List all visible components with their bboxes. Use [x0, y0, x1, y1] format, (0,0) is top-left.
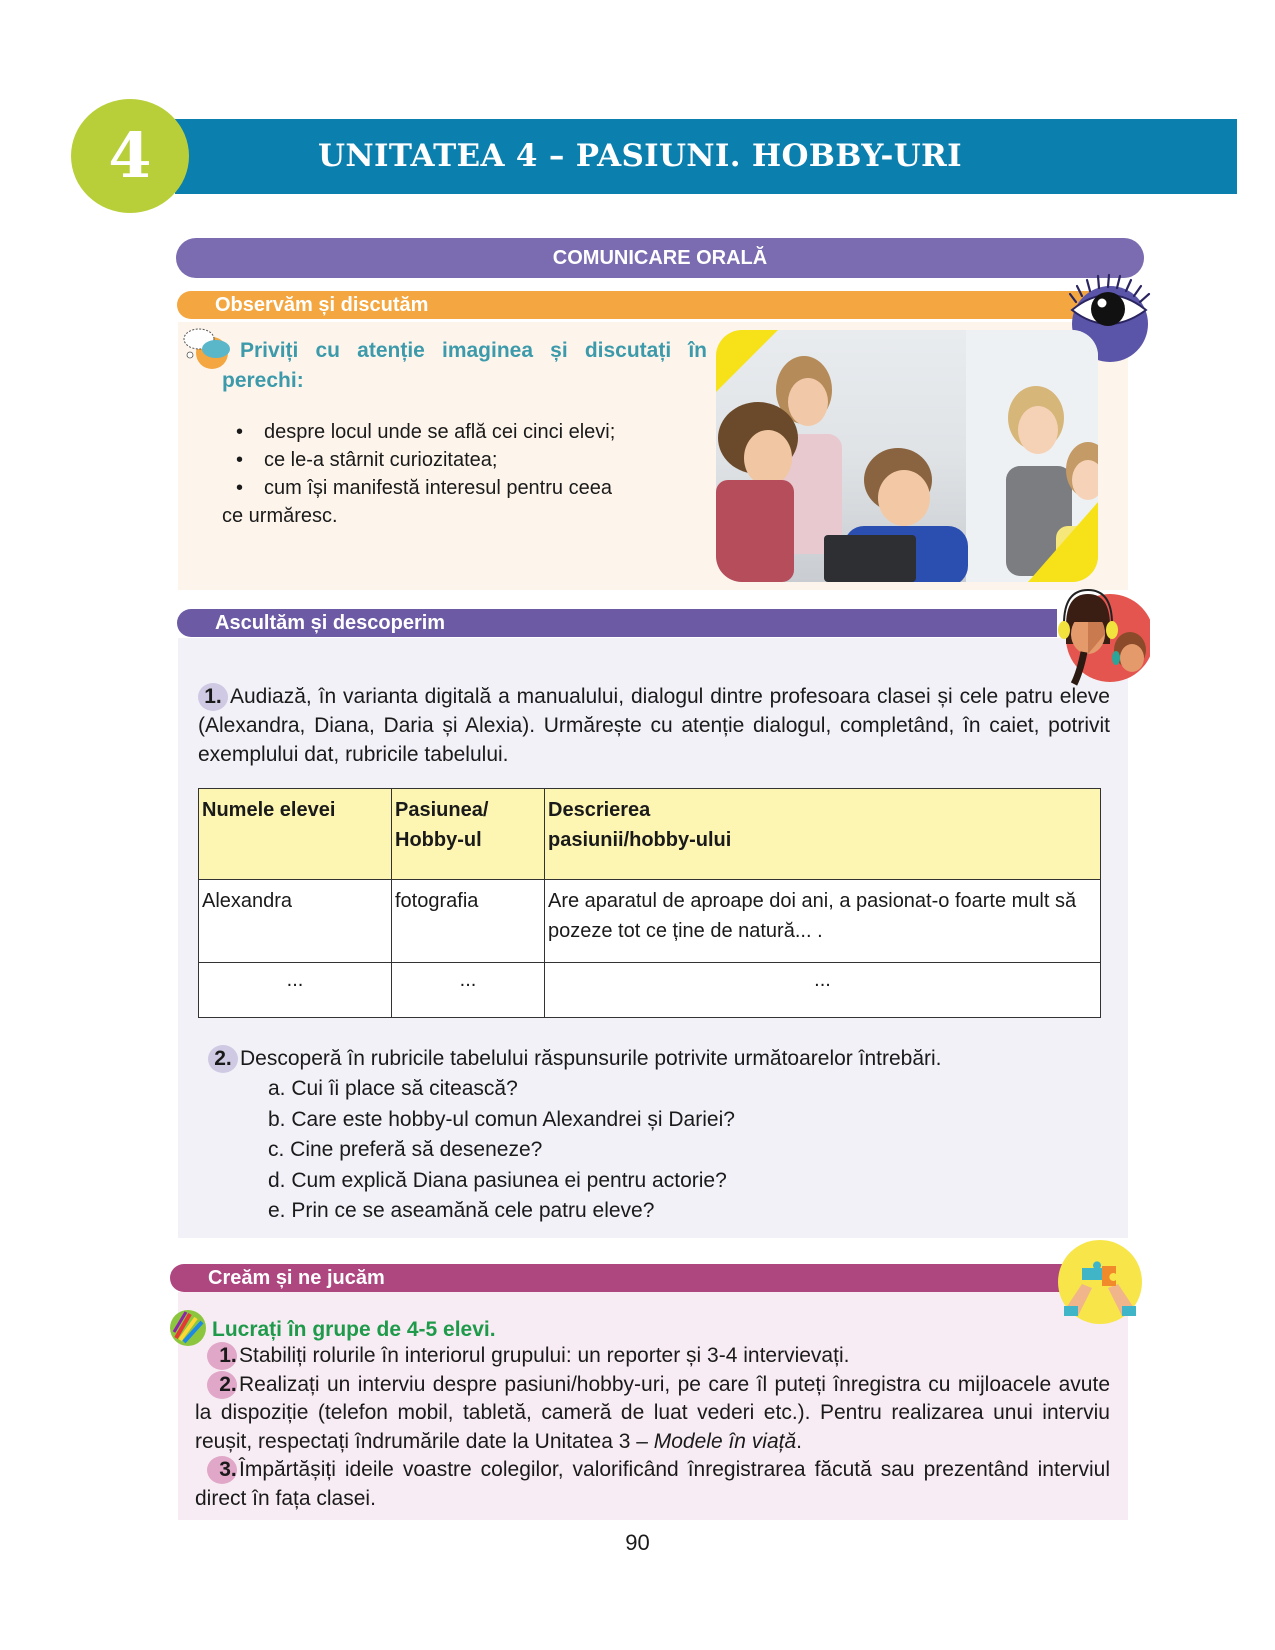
header-text: pasiunii/hobby-ului — [548, 829, 732, 851]
bullet-item: • ce le-a stârnit curiozitatea; — [222, 446, 707, 474]
table-row — [199, 963, 1101, 1018]
headphones-kids-icon — [1040, 586, 1150, 686]
header-text: Numele elevei — [202, 799, 336, 821]
observe-bullet-list — [222, 418, 707, 530]
table-header-row — [199, 789, 1101, 880]
listen-heading: Ascultăm și descoperim — [177, 609, 1057, 637]
header-text: Pasiunea/ — [395, 799, 489, 821]
exercise-2 — [208, 1044, 1108, 1074]
table-cell: Alexandra — [199, 880, 392, 963]
question-item: e. Prin ce se aseamănă cele patru eleve? — [268, 1199, 655, 1222]
observe-heading: Observăm și discutăm — [177, 291, 1092, 319]
table-cell: fotografia — [392, 880, 545, 963]
create-item-text: Împărtășiți ideile voastre colegilor, valorificând înregistrarea făcută sau prezentând interviul direct în fața clasei. — [195, 1458, 1110, 1510]
create-item — [195, 1371, 1110, 1457]
exercise-number-badge: 1. — [198, 683, 228, 711]
unit-title: UNITATEA 4 – PASIUNI. HOBBY-URI — [318, 138, 962, 174]
table-cell: ... — [545, 963, 1101, 1018]
exercise-1 — [198, 682, 1110, 769]
table-cell: ... — [199, 963, 392, 1018]
create-instruction: Lucrați în grupe de 4-5 elevi. — [212, 1318, 496, 1341]
exercise-2-text: Descoperă în rubricile tabelului răspunsurile potrivite următoarelor întrebări. — [240, 1047, 942, 1070]
bullet-item: • cum își manifestă interesul pentru ceea — [222, 474, 707, 502]
header-text: Descrierea — [548, 799, 651, 821]
table-header-cell — [545, 789, 1101, 880]
create-item-text: Realizați un interviu despre pasiuni/hobby-uri, pe care îl puteți înregistra cu mijloacele avute la dispoziție (telefon mobil, tabletă, cameră de luat vederi etc.). Pentru realizarea unui interviu reușit, respectați îndrumările date la Unitatea 3 – — [195, 1372, 1110, 1453]
section-title: COMUNICARE ORALĂ — [176, 238, 1144, 278]
create-item — [195, 1456, 1110, 1513]
table-cell: ... — [392, 963, 545, 1018]
create-item-tail: . — [796, 1429, 803, 1453]
unit-reference: Modele în viață — [653, 1429, 797, 1453]
create-items — [195, 1342, 1110, 1513]
header-text: Hobby-ul — [395, 829, 482, 851]
bullet-continuation: ce urmăresc. — [222, 505, 338, 527]
puzzle-hands-icon — [1056, 1238, 1144, 1328]
create-heading: Creăm și ne jucăm — [170, 1264, 1075, 1292]
table-header-cell — [199, 789, 392, 880]
question-item: d. Cum explică Diana pasiunea ei pentru actorie? — [268, 1168, 727, 1192]
students-photo — [716, 330, 1098, 582]
table-cell: Are aparatul de aproape doi ani, a pasionat-o foarte mult să pozeze tot ce ține de natură... . — [545, 880, 1101, 963]
item-number-badge: 2. — [207, 1371, 237, 1399]
photo-corner-decoration — [716, 330, 778, 392]
question-item: c. Cine preferă să deseneze? — [268, 1138, 543, 1161]
question-item: b. Care este hobby-ul comun Alexandrei și Dariei? — [268, 1107, 735, 1131]
question-item: a. Cui îi place să citească? — [268, 1077, 518, 1100]
page-number: 90 — [625, 1530, 650, 1555]
create-item — [195, 1342, 1110, 1371]
photo-corner-decoration — [1028, 502, 1098, 582]
exercise-1-text: Audiază, în varianta digitală a manualului, dialogul dintre profesoara clasei și cele patru eleve (Alexandra, Diana, Daria și Alexia). Urmărește cu atenție dialogul, completând, în caiet, potrivit exemplului dat, rubricile tabelului. — [198, 685, 1110, 766]
exercise-number-badge: 2. — [208, 1045, 238, 1073]
table-header-cell — [392, 789, 545, 880]
unit-number-badge: 4 — [71, 99, 189, 213]
question-list — [268, 1074, 735, 1227]
create-item-text: Stabiliți rolurile în interiorul grupului: un reporter și 3-4 intervievați. — [239, 1344, 850, 1367]
bullet-item: • despre locul unde se află cei cinci elevi; — [222, 418, 707, 446]
observe-prompt: Priviți cu atenție imaginea și discutați în perechi: — [222, 339, 707, 392]
table-row — [199, 880, 1101, 963]
item-number-badge: 3. — [207, 1456, 237, 1484]
item-number-badge: 1. — [207, 1342, 237, 1370]
hobby-table — [198, 788, 1101, 1018]
